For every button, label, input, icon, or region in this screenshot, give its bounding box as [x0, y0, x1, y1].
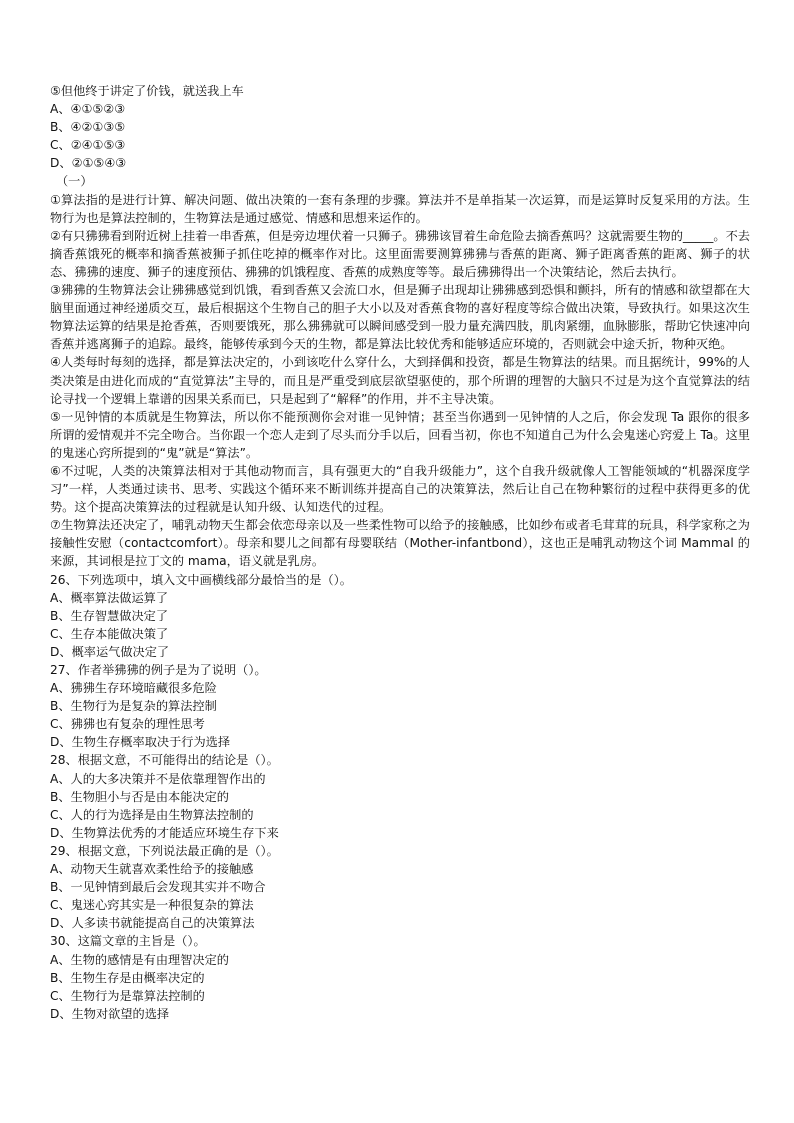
- question-28-option-d: D、生物算法优秀的才能适应环境生存下来: [50, 825, 279, 840]
- question-30-option-a: A、生物的感情是有由理智决定的: [50, 952, 229, 967]
- section-title: （一）: [56, 174, 93, 189]
- question-28-option-b: B、生物胆小与否是由本能决定的: [50, 789, 229, 804]
- paragraph-2: ②有只狒狒看到附近树上挂着一串香蕉，但是旁边埋伏着一只狮子。狒狒该冒着生命危险去摘香蕉吗？这就需要生物的_____。不去摘香蕉饿死的概率和摘香蕉被狮子抓住吃掉的概率作对比。这里面需要测算狒狒与香蕉的距离、狮子距离香蕉的距离、狮子的状态、狒狒的速度、狮子的速度预估、狒狒的饥饿程度、香蕉的成熟度等等。最后狒狒得出一个决策结论，然后去执行。: [50, 228, 750, 279]
- question-29-option-c: C、鬼迷心窍其实是一种很复杂的算法: [50, 898, 254, 913]
- question-29-stem: 29、根据文意，下列说法最正确的是（）。: [50, 843, 279, 858]
- question-27-stem: 27、作者举狒狒的例子是为了说明（）。: [50, 663, 267, 677]
- question-30-option-b: B、生物生存是由概率决定的: [50, 970, 205, 985]
- question-26-option-a: A、概率算法做运算了: [50, 590, 169, 605]
- question-30-option-d: D、生物对欲望的选择: [50, 1006, 170, 1021]
- question-30-stem: 30、这篇文章的主旨是（）。: [50, 934, 206, 949]
- question-27-option-c: C、狒狒也有复杂的理性思考: [50, 717, 205, 732]
- question-29-option-b: B、一见钟情到最后会发现其实并不吻合: [50, 880, 266, 895]
- question-26-option-c: C、生存本能做决策了: [50, 626, 169, 641]
- question-26-stem: 26、下列选项中，填入文中画横线部分最恰当的是（）。: [50, 572, 352, 587]
- option-line: B、④②①③⑤: [50, 120, 126, 135]
- paragraph-4: ④人类每时每刻的选择，都是算法决定的，小到该吃什么穿什么，大到择偶和投资，都是生物算法的结果。而且据统计，99%的人类决策是由进化而成的“直觉算法”主导的，而且是严重受到底层欲望驱使的，那个所谓的理智的大脑只不过是为这个直觉算法的结论寻找一个逻辑上靠谱的因果关系而已，只是起到了“解释”的作用，并不主导决策。: [50, 355, 750, 406]
- option-line: D、②①⑤④③: [50, 156, 127, 171]
- question-27-option-a: A、狒狒生存环境暗藏很多危险: [50, 681, 217, 696]
- document-page: [50, 82, 750, 1023]
- question-26-option-b: B、生存智慧做决定了: [50, 608, 169, 623]
- paragraph-6: ⑥不过呢，人类的决策算法相对于其他动物而言，具有强更大的“自我升级能力”，这个自我升级就像人工智能领域的“机器深度学习”一样，人类通过读书、思考、实践这个循环来不断训练并提高自己的决策算法，然后让自己在物种繁衍的过程中获得更多的优势。这个提高决策算法的过程就是认知升级、认知迭代的过程。: [50, 463, 750, 515]
- question-27-option-b: B、生物行为是复杂的算法控制: [50, 699, 217, 714]
- paragraph-5: ⑤一见钟情的本质就是生物算法，所以你不能预测你会对谁一见钟情；甚至当你遇到一见钟情的人之后，你会发现 Ta 跟你的很多所谓的爱情观并不完全吻合。当你跟一个恋人走到了尽头而分手以后，回看当初，你也不知道自己为什么会鬼迷心窍爱上 Ta。这里的鬼迷心窍所提到的“鬼”就是“算法”。: [50, 409, 750, 460]
- question-28-option-a: A、人的大多决策并不是依靠理智作出的: [50, 771, 266, 786]
- question-28-stem: 28、根据文意，不可能得出的结论是（）。: [50, 753, 279, 768]
- option-line: A、④①⑤②③: [50, 102, 126, 117]
- text-line: ⑤但他终于讲定了价钱，就送我上车: [50, 84, 244, 98]
- paragraph-3: ③狒狒的生物算法会让狒狒感觉到饥饿，看到香蕉又会流口水，但是狮子出现却让狒狒感到恐惧和颤抖，所有的情感和欲望都在大脑里面通过神经递质交互，最后根据这个生物自己的胆子大小以及对香蕉食物的喜好程度等综合做出决策，导致执行。如果这次生物算法运算的结果是抢香蕉，否则要饿死，那么狒狒就可以瞬间感受到一股力量充满四肢，肌肉紧绷，血脉膨胀，帮助它快速冲向香蕉并逃离狮子的追踪。最终，能够传承到今天的生物，都是算法比较优秀和能够适应环境的，否则就会中途夭折，物种灭绝。: [50, 283, 750, 352]
- question-30-option-c: C、生物行为是靠算法控制的: [50, 988, 205, 1003]
- question-27-option-d: D、生物生存概率取决于行为选择: [50, 735, 231, 750]
- paragraph-7: ⑦生物算法还决定了，哺乳动物天生都会依恋母亲以及一些柔性物可以给予的接触感，比如纱布或者毛茸茸的玩具，科学家称之为接触性安慰（contactcomfort）。母亲和婴儿之间都有母婴联结（Mother-infantbond），这也正是哺乳动物这个词 Mammal 的来源，其词根是拉丁文的 mama，语义就是乳房。: [50, 518, 750, 569]
- question-26-option-d: D、概率运气做决定了: [50, 644, 170, 659]
- paragraph-1: ①算法指的是进行计算、解决问题、做出决策的一套有条理的步骤。算法并不是单指某一次运算，而是运算时反复采用的方法。生物行为也是算法控制的，生物算法是通过感觉、情感和思想来运作的。: [50, 192, 750, 225]
- option-line: C、②④①⑤③: [50, 138, 126, 153]
- question-29-option-a: A、动物天生就喜欢柔性给予的接触感: [50, 862, 254, 877]
- question-29-option-d: D、人多读书就能提高自己的决策算法: [50, 916, 255, 931]
- question-28-option-c: C、人的行为选择是由生物算法控制的: [50, 807, 254, 822]
